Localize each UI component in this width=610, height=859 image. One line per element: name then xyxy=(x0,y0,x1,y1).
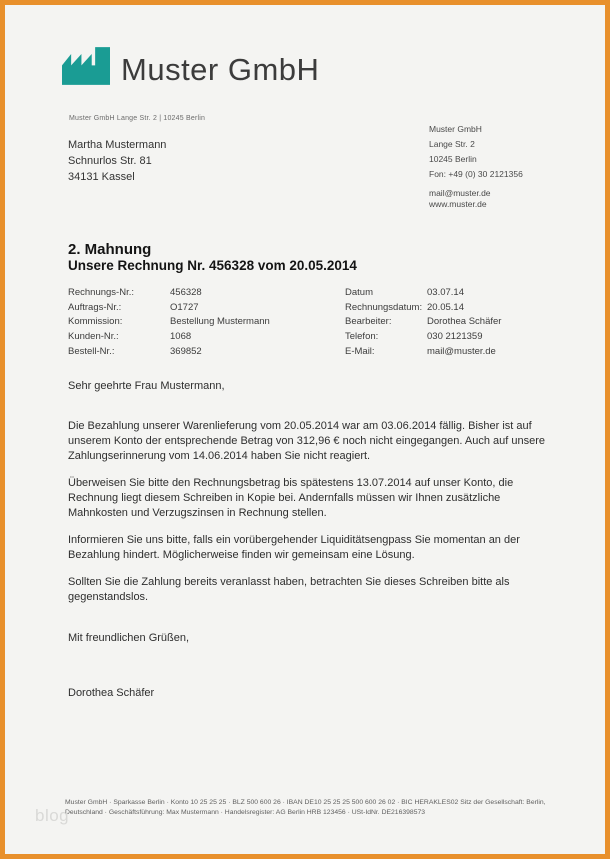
detail-value: 03.07.14 xyxy=(427,287,464,298)
detail-label: Datum xyxy=(345,287,373,298)
detail-label: Bearbeiter: xyxy=(345,316,392,328)
detail-label: Kunden-Nr.: xyxy=(68,331,119,343)
blog-watermark: blog xyxy=(35,806,70,825)
company-email: mail@muster.de xyxy=(429,188,491,198)
recipient-address-block xyxy=(68,137,166,185)
company-city: 10245 Berlin xyxy=(429,154,477,164)
body-paragraph-3: Informieren Sie uns bitte, falls ein vorübergehender Liquiditätsengpass Sie momentan an der Bezahlung hindert. Möglicherweise finden wir gemeinsam eine Lösung. xyxy=(68,534,520,561)
detail-row-customer-number xyxy=(68,332,345,342)
company-name: Muster GmbH xyxy=(429,124,482,134)
detail-value: Bestellung Mustermann xyxy=(170,316,270,328)
letter-body xyxy=(68,379,560,701)
factory-icon xyxy=(62,45,110,87)
invoice-details-table xyxy=(68,288,568,361)
detail-value: 369852 xyxy=(170,345,202,357)
detail-row-invoice-date xyxy=(345,303,568,313)
detail-row-date xyxy=(345,288,568,298)
company-logo-text: Muster GmbH xyxy=(121,52,320,87)
detail-label: Rechnungsdatum: xyxy=(345,301,423,313)
detail-value: Dorothea Schäfer xyxy=(427,316,502,328)
detail-row-order-number xyxy=(68,303,345,313)
body-paragraph-2: Überweisen Sie bitte den Rechnungsbetrag bis spätestens 13.07.2014 auf unser Konto, die Rechnung liegt diesem Schreiben in Kopie bei. Andernfalls müssen wir Ihnen zusätzliche Mahnkosten und Verzugszinsen in Rechnung stellen. xyxy=(68,477,514,519)
recipient-name: Martha Mustermann xyxy=(68,139,167,151)
signature-name: Dorothea Schäfer xyxy=(68,687,155,699)
letter-subtitle: Unsere Rechnung Nr. 456328 vom 20.05.2014 xyxy=(68,258,357,273)
detail-label: Kommission: xyxy=(68,316,123,328)
detail-value: 030 2121359 xyxy=(427,331,483,343)
detail-label: Rechnungs-Nr.: xyxy=(68,287,135,298)
detail-row-invoice-number xyxy=(68,288,345,298)
body-paragraph-4: Sollten Sie die Zahlung bereits veranlasst haben, betrachten Sie dieses Schreiben bitte als gegenstandslos. xyxy=(68,576,510,603)
recipient-street: Schnurlos Str. 81 xyxy=(68,155,152,167)
body-paragraph-1: Die Bezahlung unserer Warenlieferung vom 20.05.2014 war am 03.06.2014 fällig. Bisher ist auf unserem Konto der entsprechende Betrag von 312,96 € noch nicht eingegangen. Auch auf unsere Zahlungserinnerung vom 14.06.2014 haben Sie nicht reagiert. xyxy=(68,420,546,462)
detail-row-purchase-number xyxy=(68,347,345,357)
footer-line-2: Deutschland · Geschäftsführung: Max Mustermann · Handelsregister: AG Berlin HRB 123456 · USt-IdNr. DE216398573 xyxy=(65,809,426,816)
detail-value: 20.05.14 xyxy=(427,301,464,313)
detail-label: Auftrags-Nr.: xyxy=(68,301,122,313)
detail-label: Telefon: xyxy=(345,331,379,343)
detail-row-email xyxy=(345,347,568,357)
detail-value: O1727 xyxy=(170,301,199,313)
detail-row-commission xyxy=(68,317,345,327)
letter-footer xyxy=(65,798,590,818)
salutation: Sehr geehrte Frau Mustermann, xyxy=(68,380,225,392)
detail-label: E-Mail: xyxy=(345,345,375,357)
letter-title: 2. Mahnung xyxy=(68,241,152,258)
sender-return-address: Muster GmbH Lange Str. 2 | 10245 Berlin xyxy=(69,115,206,122)
detail-label: Bestell-Nr.: xyxy=(68,345,115,357)
detail-value: 1068 xyxy=(170,331,192,343)
details-column-right xyxy=(345,288,568,361)
company-street: Lange Str. 2 xyxy=(429,139,475,149)
detail-value: 456328 xyxy=(170,287,202,298)
company-phone: Fon: +49 (0) 30 2121356 xyxy=(429,169,523,179)
recipient-city: 34131 Kassel xyxy=(68,171,135,183)
details-column-left xyxy=(68,288,345,361)
company-contact-block xyxy=(429,122,523,210)
subject-block xyxy=(68,242,357,273)
footer-line-1: Muster GmbH · Sparkasse Berlin · Konto 10 25 25 25 · BLZ 500 600 26 · IBAN DE10 25 25 25 500 600 26 02 · BIC HERAKLES02 Sitz der Gesellschaft: Berlin, xyxy=(65,799,546,806)
detail-value: mail@muster.de xyxy=(427,345,496,357)
detail-row-clerk xyxy=(345,317,568,327)
detail-row-phone xyxy=(345,332,568,342)
company-logo xyxy=(62,45,319,87)
closing-line: Mit freundlichen Grüßen, xyxy=(68,632,190,644)
company-website: www.muster.de xyxy=(429,199,487,209)
